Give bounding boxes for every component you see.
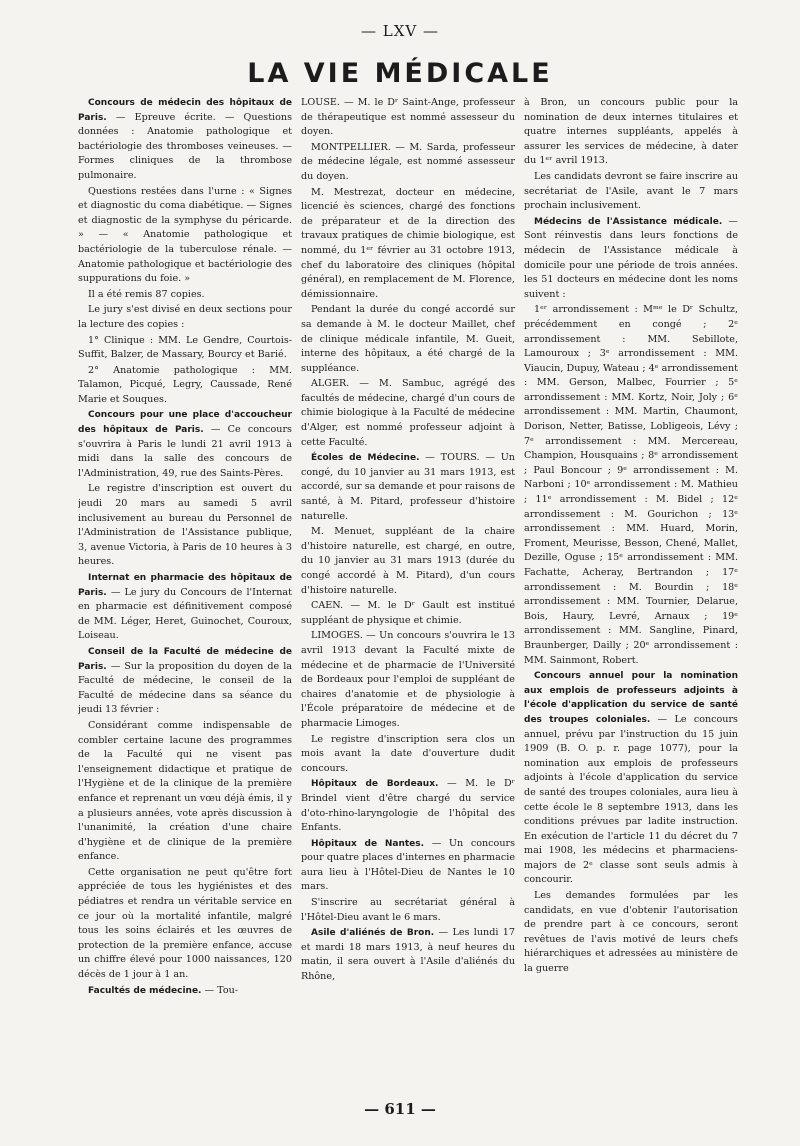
paragraph: [524, 96, 738, 169]
section-heading: Hôpitaux de Bordeaux.: [311, 779, 439, 790]
paragraph: [301, 896, 515, 925]
paragraph: [301, 777, 515, 835]
paragraph-text: ALGER. — M. Sambuc, agrégé des facultés de médecine, chargé d'un cours de chimie biologique à la Faculté de médecine d'Alger, est nommé professeur adjoint à cette Faculté.: [301, 378, 515, 448]
paragraph: [524, 170, 738, 214]
paragraph-text: Il a été remis 87 copies.: [88, 288, 205, 300]
paragraph: [301, 141, 515, 185]
paragraph: [78, 408, 292, 481]
paragraph: [301, 451, 515, 524]
paragraph: [301, 629, 515, 731]
paragraph: [78, 482, 292, 570]
paragraph-text: — Ce concours s'ouvrira à Paris le lundi 21 avril 1913 à midi dans la salle des concours de l'Administration, 49, rue des Saints-Pères.: [78, 424, 292, 479]
paragraph-text: Les candidats devront se faire inscrire au secrétariat de l'Asile, avant le 7 mars prochain inclusivement.: [524, 170, 738, 212]
paragraph-text: — Le jury du Concours de l'Internat en pharmacie est définitivement composé de MM. Léger, Heret, Guinochet, Couroux, Loiseau.: [78, 586, 292, 642]
paragraph-text: Pendant la durée du congé accordé sur sa demande à M. le docteur Maillet, chef de clinique médicale infantile, M. Gueit, interne des hôpitaux, a été chargé de la suppléance.: [301, 304, 515, 374]
page-folio: — LXV —: [360, 22, 439, 40]
section-heading: Internat en pharmacie des hôpitaux de Paris.: [78, 573, 292, 598]
paragraph: [301, 926, 515, 984]
paragraph-text: — Tou-: [201, 984, 239, 996]
paragraph: [524, 303, 738, 668]
paragraph: [301, 837, 515, 895]
column-1: [78, 96, 292, 1090]
paragraph-text: — Un concours pour quatre places d'internes en pharmacie aura lieu à l'Hôtel-Dieu de Nantes le 10 mars.: [301, 837, 515, 893]
column-2: [301, 96, 515, 1090]
section-heading: Médecins de l'Assistance médicale.: [534, 216, 723, 227]
section-heading: Concours annuel pour la nomination aux emplois de professeurs adjoints à l'école d'application du service de santé des troupes coloniales.: [524, 671, 738, 725]
paragraph: [78, 984, 292, 999]
paragraph: [78, 288, 292, 303]
paragraph: [524, 215, 738, 303]
paragraph: [301, 525, 515, 598]
paragraph-text: LIMOGES. — Un concours s'ouvrira le 13 avril 1913 devant la Faculté mixte de médecine et de pharmacie de l'Université de Bordeaux pour l'emploi de suppléant de chaires d'anatomie et de physiologie à l'École préparatoire de médecine et de pharmacie Limoges.: [301, 630, 515, 729]
paragraph-text: M. Mestrezat, docteur en médecine, licencié ès sciences, chargé des fonctions de préparateur et de la direction des travaux pratiques de chimie biologique, est nommé, du 1ᵉʳ février au 31 octobre 1913, chef du laboratoire des cliniques (hôpital général), en remplacement de M. Florence, démissionnaire.: [301, 186, 515, 300]
paragraph: [78, 303, 292, 332]
paragraph: [78, 185, 292, 287]
paragraph-text: — M. le Dʳ Brindel vient d'être chargé du service d'oto-rhino-laryngologie de l'hôpital des Enfants.: [301, 778, 515, 834]
paragraph-text: — Le concours annuel, prévu par l'instruction du 15 juin 1909 (B. O. p. r. page 1077), pour la nomination aux emplois de professeurs adjoints à l'école d'application du service de santé des troupes coloniales, aura lieu à cette école le 8 septembre 1913, dans les conditions prévues par ladite instruction. En exécution de l'article 11 du décret du 7 mai 1908, les médecins et pharmaciens-majors de 2ᵉ classe sont seuls admis à concourir.: [524, 713, 738, 886]
paragraph: [301, 186, 515, 303]
section-heading: Conseil de la Faculté de médecine de Paris.: [78, 646, 292, 672]
page-number: — 611 —: [364, 1100, 436, 1118]
paragraph-text: 1ᵉʳ arrondissement : Mᵐᵉ le Dʳ Schultz, précédemment en congé ; 2ᵉ arrondissement : MM. Sebillote, Lamouroux ; 3ᵉ arrondissement : MM. Viaucin, Dupuy, Wateau ; 4ᵉ arrondissement : MM. Gerson, Malbec, Fourrier ; 5ᵉ arrondissement : MM. Kortz, Noir, Joly ; 6ᵉ arrondissement : MM. Martin, Chaumont, Dorison, Netter, Batisse, Lobligeois, Lévy ; 7ᵉ arrondissement : MM. Mercereau, Champion, Housquains ; 8ᵉ arrondissement ; Paul Boncour ; 9ᵉ arrondissement : M. Narboni ; 10ᵉ arrondissement : M. Mathieu ; 11ᵉ arrondissement : M. Bidel ; 12ᵉ arrondissement : M. Gourichon ; 13ᵉ arrondissement : MM. Huard, Morin, Froment, Meurisse, Besson, Chené, Mallet, Dezille, Oguse ; 15ᵉ arrondissement : MM. Fachatte, Acheray, Bertrandon ; 17ᵉ arrondissement : M. Bourdin ; 18ᵉ arrondissement : MM. Tournier, Delarue, Bois, Haury, Levré, Arnaux ; 19ᵉ arrondissement : MM. Sangline, Pinard, Braunberger, Dailly ; 20ᵉ arrondissement : MM. Sainmont, Robert.: [524, 304, 738, 666]
paragraph: [78, 334, 292, 363]
section-heading: Concours de médecin des hôpitaux de Paris.: [78, 98, 292, 123]
page-title: LA VIE MÉDICALE: [247, 58, 553, 89]
paragraph-text: MONTPELLIER. — M. Sarda, professeur de médecine légale, est nommé assesseur du doyen.: [301, 141, 515, 182]
paragraph: [78, 866, 292, 983]
paragraph-text: — TOURS. — Un congé, du 10 janvier au 31 mars 1913, est accordé, sur sa demande et pour raisons de santé, à M. Pitard, professeur d'histoire naturelle.: [301, 452, 515, 522]
paragraph-text: Considérant comme indispensable de combler certaine lacune des programmes de la Faculté qui ne visent pas l'enseignement didactique et pratique de l'Hygiène et de la clinique de la première enfance et reprenant un vœu déjà émis, il y a plusieurs années, vote après discussion à l'unanimité, la création d'une chaire d'hygiène et de clinique de la première enfance.: [78, 719, 292, 863]
paragraph: [524, 889, 738, 977]
paragraph-text: Le registre d'inscription sera clos un mois avant la date d'ouverture dudit concours.: [301, 733, 515, 774]
paragraph-text: CAEN. — M. le Dʳ Gault est institué suppléant de physique et chimie.: [301, 600, 515, 626]
paragraph: [78, 96, 292, 184]
paragraph: [78, 571, 292, 644]
paragraph-text: Les demandes formulées par les candidats, en vue d'obtenir l'autorisation de prendre part à ce concours, seront revêtues de l'avis motivé de leurs chefs hiérarchiques et adressées au ministère de la guerre: [524, 890, 738, 975]
paragraph-text: — Epreuve écrite. — Questions données : Anatomie pathologique et bactériologie des thromboses veineuses. — Formes cliniques de la thrombose pulmonaire.: [78, 111, 292, 181]
paragraph-text: Questions restées dans l'urne : « Signes et diagnostic du coma diabétique. — Signes et diagnostic de la symphyse du péricarde. » — « Anatomie pathologique et bactériologie de la tuberculose rénale. — Anatomie pathologique et bactériologie des suppurations du foie. »: [78, 185, 292, 285]
paragraph-text: — Sur la proposition du doyen de la Faculté de médecine, le conseil de la Faculté de médecine dans sa séance du jeudi 13 février :: [78, 660, 292, 716]
paragraph: [301, 377, 515, 450]
column-3: [524, 96, 738, 1090]
paragraph-text: LOUSE. — M. le Dʳ Saint-Ange, professeur de thérapeutique est nommé assesseur du doyen.: [301, 97, 515, 138]
paragraph: [301, 96, 515, 140]
paragraph-text: 2° Anatomie pathologique : MM. Talamon, Picqué, Legry, Caussade, René Marie et Souques.: [78, 364, 292, 405]
paragraph: [78, 719, 292, 865]
paragraph-text: — Sont réinvestis dans leurs fonctions de médecin de l'Assistance médicale à domicile pour une période de trois années. les 51 docteurs en médecine dont les noms suivent :: [524, 215, 738, 300]
paragraph-text: — Les lundi 17 et mardi 18 mars 1913, à neuf heures du matin, il sera ouvert à l'Asile d'aliénés du Rhône,: [301, 927, 515, 983]
paragraph-text: S'inscrire au secrétariat général à l'Hôtel-Dieu avant le 6 mars.: [301, 897, 515, 923]
paragraph: [78, 645, 292, 718]
paragraph: [78, 364, 292, 408]
paragraph-text: Le jury s'est divisé en deux sections pour la lecture des copies :: [78, 304, 292, 330]
paragraph: [301, 733, 515, 777]
section-heading: Concours pour une place d'accoucheur des hôpitaux de Paris.: [78, 410, 292, 436]
section-heading: Asile d'aliénés de Bron.: [311, 928, 435, 939]
section-heading: Écoles de Médecine.: [311, 453, 420, 464]
paragraph: [301, 303, 515, 376]
section-heading: Facultés de médecine.: [88, 985, 202, 996]
paragraph: [301, 599, 515, 628]
paragraph: [524, 669, 738, 888]
article-columns: [78, 96, 738, 1090]
paragraph-text: 1° Clinique : MM. Le Gendre, Courtois-Suffit, Balzer, de Massary, Bourcy et Barié.: [78, 334, 292, 361]
paragraph-text: à Bron, un concours public pour la nomination de deux internes titulaires et quatre internes suppléants, appelés à assurer les services de médecine, à dater du 1ᵉʳ avril 1913.: [524, 97, 738, 167]
paragraph-text: Cette organisation ne peut qu'être fort appréciée de tous les hygiénistes et des pédiatres et rendra un véritable service en ce jour où la mortalité infantile, malgré tous les soins éclairés et les œuvres de protection de la première enfance, accuse un chiffre élevé pour 1000 naissances, 120 décès de 1 jour à 1 an.: [78, 866, 292, 981]
paragraph-text: M. Menuet, suppléant de la chaire d'histoire naturelle, est chargé, en outre, du 10 janvier au 31 mars 1913 (durée du congé accordé à M. Pitard), d'un cours d'histoire naturelle.: [301, 526, 515, 596]
paragraph-text: Le registre d'inscription est ouvert du jeudi 20 mars au samedi 5 avril inclusivement au bureau du Personnel de l'Administration de l'Assistance publique, 3, avenue Victoria, à Paris de 10 heures à 3 heures.: [78, 483, 292, 568]
section-heading: Hôpitaux de Nantes.: [311, 838, 425, 849]
